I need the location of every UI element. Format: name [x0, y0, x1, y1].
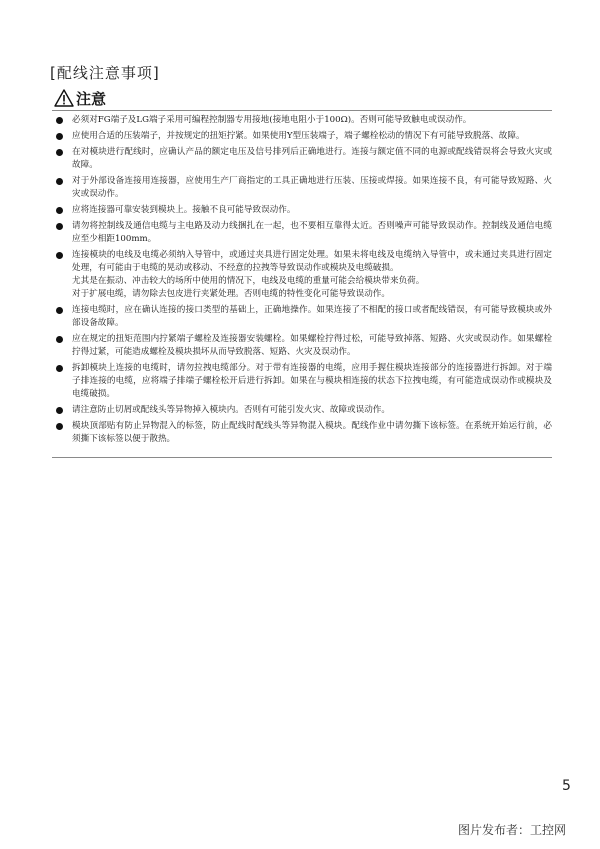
section-title: [配线注意事项]	[50, 64, 160, 82]
caution-item-text: 尤其是在振动、冲击较大的场所中使用的情况下，电线及电缆的重量可能会给模块带来负荷。	[72, 276, 425, 286]
caution-item	[52, 333, 552, 359]
caution-item-text: 请注意防止切屑或配线头等异物掉入模块内。否则有可能引发火灾、故障或误动作。	[72, 405, 390, 415]
bullet-icon	[56, 423, 63, 430]
caution-item	[52, 146, 552, 172]
caution-item	[52, 130, 552, 143]
caution-item	[52, 204, 552, 217]
caution-item	[52, 420, 552, 446]
bullet-icon	[56, 336, 63, 343]
bullet-icon	[56, 307, 63, 314]
warning-triangle-icon	[54, 89, 74, 107]
caution-item-text: 拆卸模块上连接的电缆时，请勿拉拽电缆部分。对于带有连接器的电缆，应用手握住模块连接部分的连接器进行拆卸。对于端子排连接的电缆，应将端子排端子螺栓松开后进行拆卸。如果在与模块相连接的状态下拉拽电缆，有可能造成误动作或模块及电缆破损。	[72, 363, 552, 399]
caution-item	[52, 114, 552, 127]
bullet-icon	[56, 407, 63, 414]
bullet-icon	[56, 223, 63, 230]
caution-item-text: 连接电缆时，应在确认连接的接口类型的基础上，正确地操作。如果连接了不相配的接口或者配线错误，有可能导致模块或外部设备故障。	[72, 305, 552, 328]
caution-item-text: 连接模块的电线及电缆必须纳入导管中，或通过夹具进行固定处理。如果未将电线及电缆纳入导管中，或未通过夹具进行固定处理，有可能由于电缆的晃动或移动、不经意的拉拽等导致误动作或模块及电缆破损。	[72, 250, 552, 273]
caution-item-text: 对于外部设备连接用连接器，应使用生产厂商指定的工具正确地进行压装、压接或焊接。如果连接不良，有可能导致短路、火灾或误动作。	[72, 176, 552, 199]
bullet-icon	[56, 178, 63, 185]
caution-item-text: 必须对FG端子及LG端子采用可编程控制器专用接地(接地电阻小于100Ω)。否则可能导致触电或误动作。	[72, 115, 472, 125]
caution-item-text: 模块顶部贴有防止异物混入的标签，防止配线时配线头等异物混入模块。配线作业中请勿撕下该标签。在系统开始运行前，必须撕下该标签以便于散热。	[72, 421, 552, 444]
caution-header	[52, 88, 552, 111]
bullet-icon	[56, 207, 63, 214]
caution-item	[52, 404, 552, 417]
caution-item	[52, 220, 552, 246]
bullet-icon	[56, 365, 63, 372]
bullet-icon	[56, 133, 63, 140]
caution-item-text: 应使用合适的压装端子，并按规定的扭矩拧紧。如果使用Y型压装端子，端子螺栓松动的情况下有可能导致脱落、故障。	[72, 131, 525, 141]
caution-item	[52, 362, 552, 401]
caution-item	[52, 304, 552, 330]
caution-item-text: 应在规定的扭矩范围内拧紧端子螺栓及连接器安装螺栓。如果螺栓拧得过松，可能导致掉落、短路、火灾或误动作。如果螺栓拧得过紧，可能造成螺栓及模块损坏从而导致脱落、短路、火灾及误动作。	[72, 334, 552, 357]
caution-title: 注意	[76, 90, 107, 108]
bullet-icon	[56, 149, 63, 156]
watermark-text: 图片发布者：工控网	[458, 823, 567, 837]
caution-item-text: 在对模块进行配线时，应确认产品的额定电压及信号排列后正确地进行。连接与额定值不同的电源或配线错误将会导致火灾或故障。	[72, 147, 552, 170]
caution-item-text: 应将连接器可靠安装到模块上。接触不良可能导致误动作。	[72, 205, 296, 215]
caution-item-text: 请勿将控制线及通信电缆与主电路及动力线捆扎在一起，也不要相互靠得太近。否则噪声可能导致误动作。控制线及通信电缆应至少相距100mm。	[72, 221, 552, 244]
page-number: 5	[562, 778, 571, 794]
caution-item	[52, 249, 552, 301]
bullet-icon	[56, 252, 63, 259]
bullet-icon	[56, 117, 63, 124]
caution-item-text: 对于扩展电缆，请勿除去包皮进行夹紧处理。否则电缆的特性变化可能导致误动作。	[72, 289, 390, 299]
caution-item	[52, 175, 552, 201]
caution-list	[52, 114, 552, 458]
